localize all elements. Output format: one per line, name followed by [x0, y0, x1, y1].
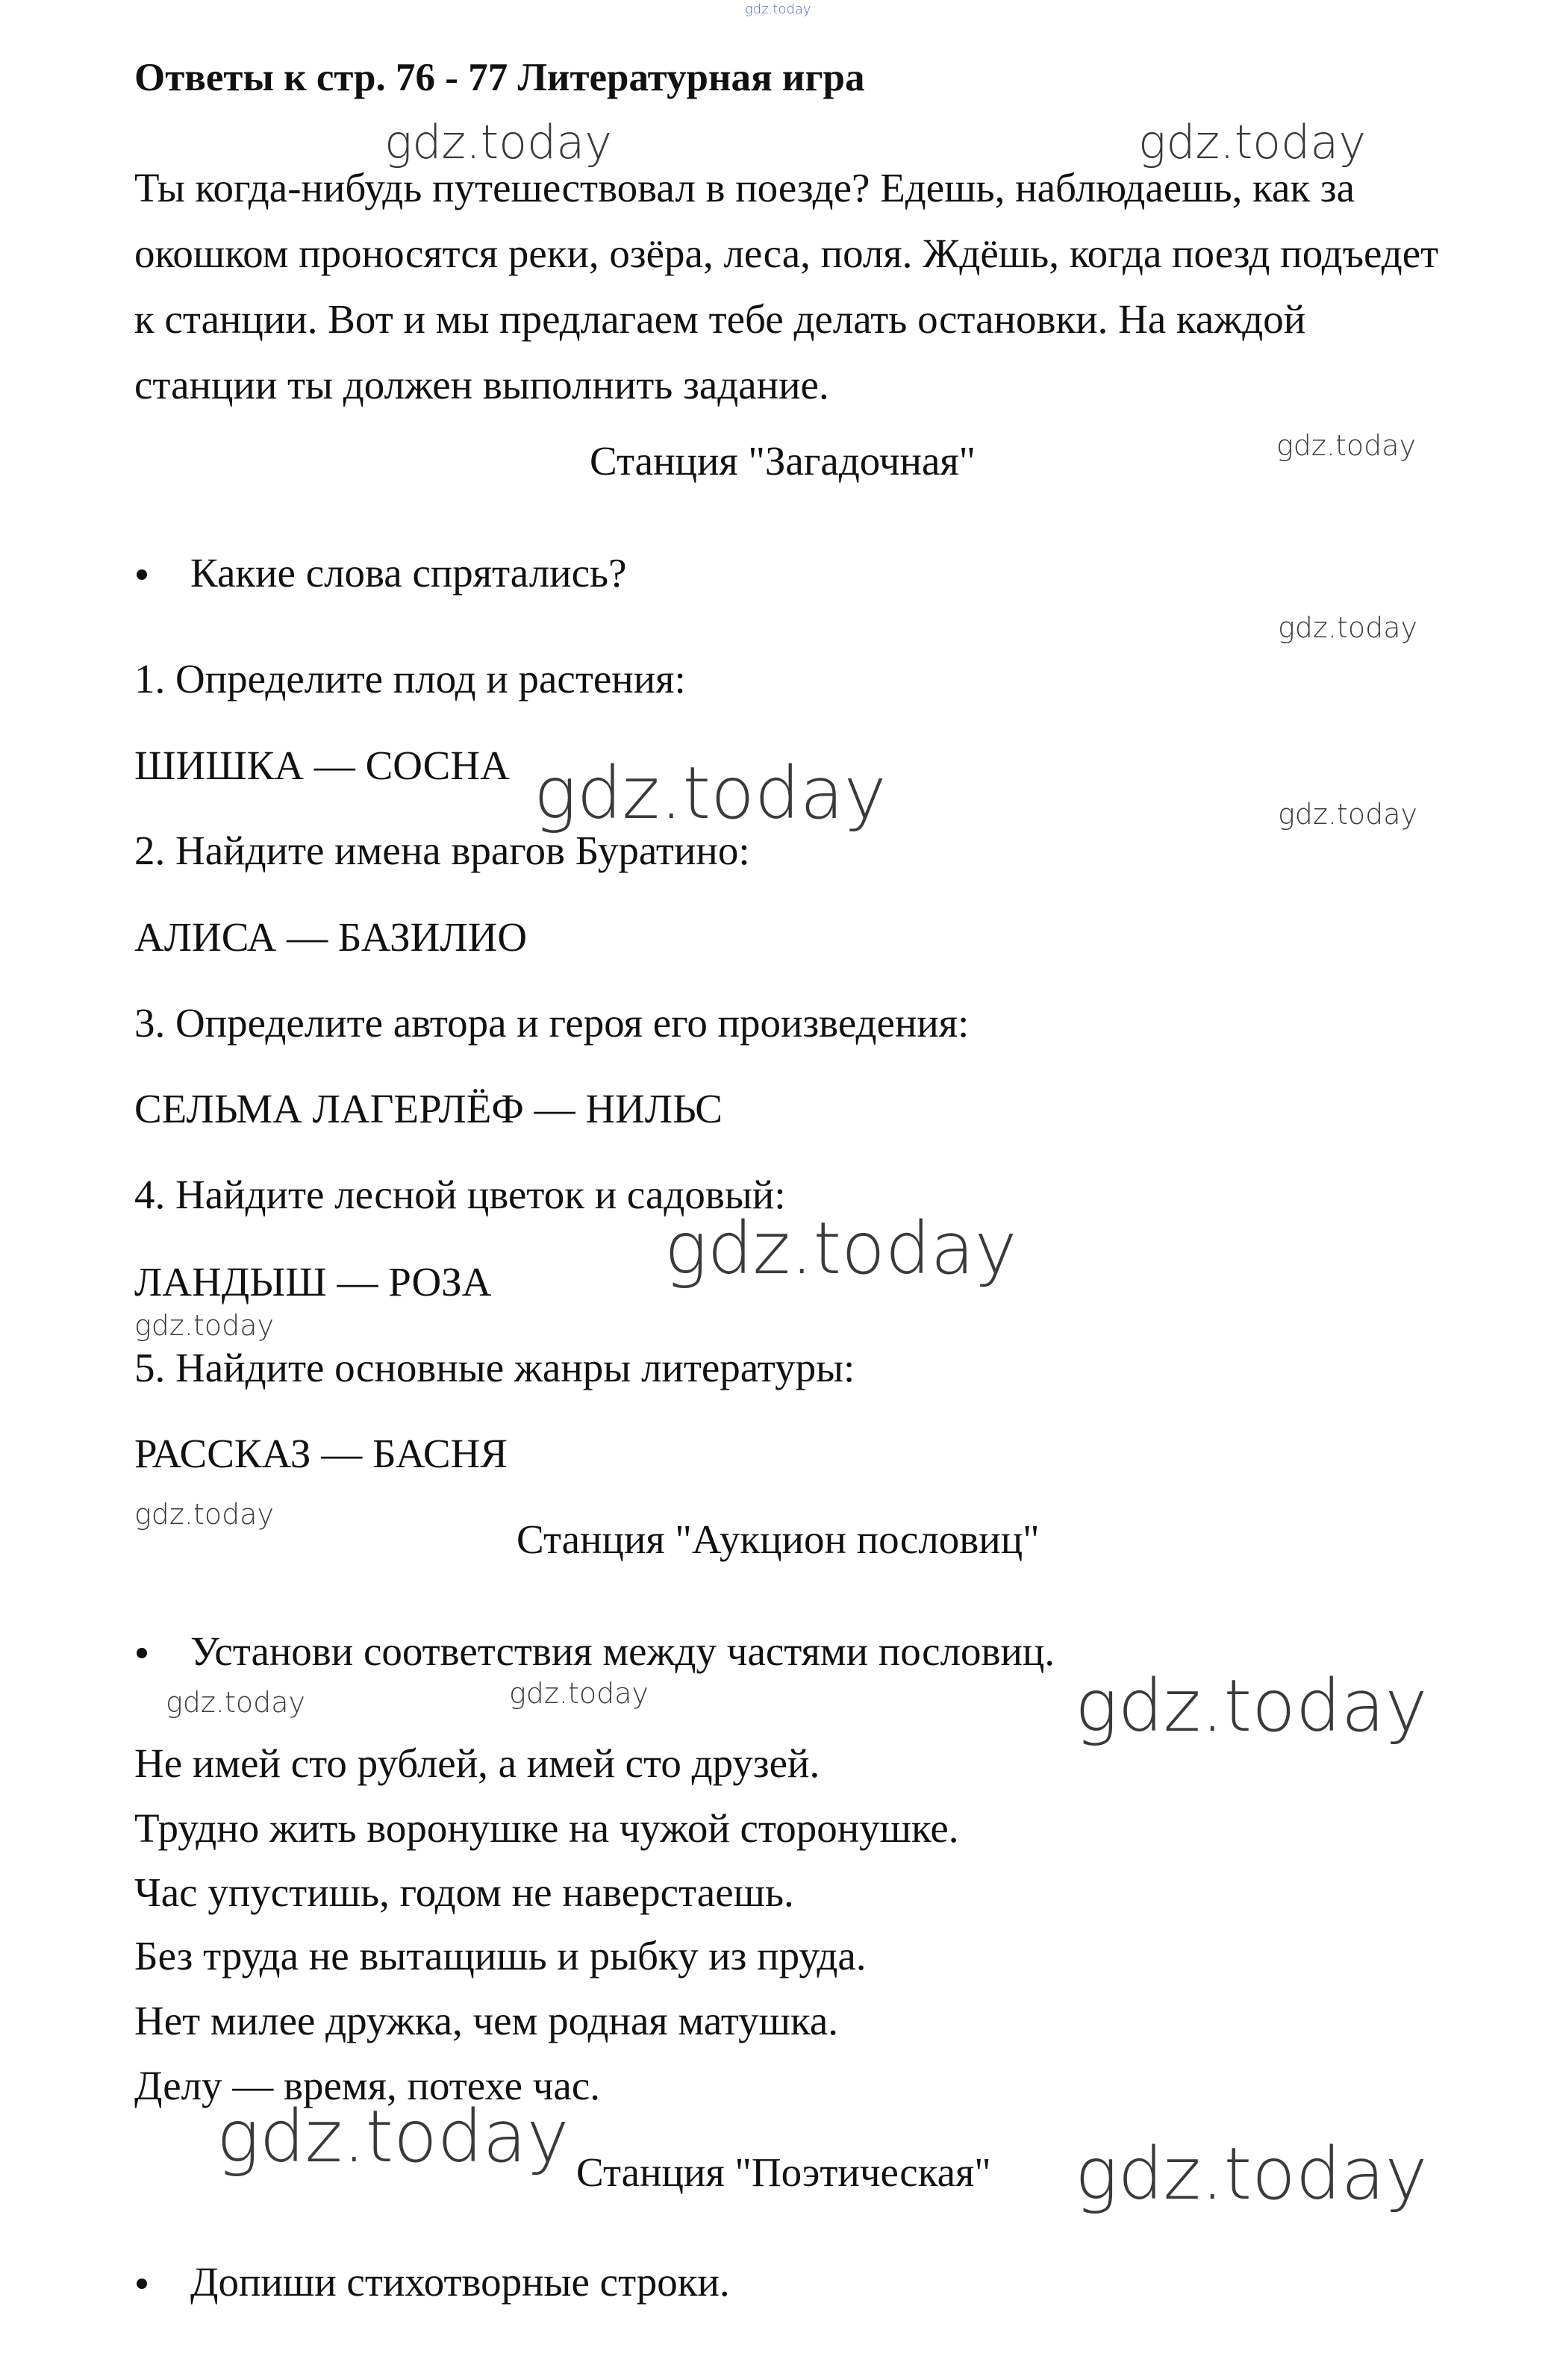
question-1: 1. Определите плод и растения:: [134, 656, 686, 702]
bullet-dot: [137, 569, 147, 580]
watermark: gdz.today: [384, 115, 613, 169]
watermark: gdz.today: [1278, 798, 1417, 831]
watermark: gdz.today: [534, 752, 887, 835]
question-5: 5. Найдите основные жанры литературы:: [134, 1345, 855, 1390]
watermark: gdz.today: [134, 1498, 274, 1531]
bullet-dot: [137, 2279, 147, 2289]
watermark: gdz.today: [1276, 429, 1416, 462]
station-title-zagadochnaya: Станция "Загадочная": [590, 438, 976, 484]
question-2: 2. Найдите имена врагов Буратино:: [134, 828, 750, 873]
answer-2: АЛИСА — БАЗИЛИО: [134, 914, 528, 960]
bullet-text: Какие слова спрятались?: [190, 550, 627, 596]
watermark: gdz.today: [509, 1677, 649, 1710]
proverb-1: Не имей сто рублей, а имей сто друзей.: [134, 1740, 820, 1786]
watermark: gdz.today: [1075, 1664, 1428, 1748]
proverb-3: Час упустишь, годом не наверстаешь.: [134, 1870, 794, 1915]
bullet-dot: [137, 1648, 147, 1658]
answer-1: ШИШКА — СОСНА: [134, 743, 510, 788]
station-title-poetic: Станция "Поэтическая": [576, 2149, 991, 2195]
watermark: gdz.today: [166, 1686, 305, 1719]
answer-5: РАССКАЗ — БАСНЯ: [134, 1431, 508, 1476]
question-3: 3. Определите автора и героя его произведения:: [134, 1000, 970, 1046]
watermark-header: gdz.today: [745, 1, 811, 17]
watermark: gdz.today: [1138, 115, 1367, 169]
watermark: gdz.today: [216, 2095, 570, 2178]
station-title-auction: Станция "Аукцион пословиц": [517, 1517, 1040, 1562]
watermark: gdz.today: [1075, 2132, 1428, 2216]
question-4: 4. Найдите лесной цветок и садовый:: [134, 1172, 786, 1217]
page-title: Ответы к стр. 76 - 77 Литературная игра: [134, 56, 865, 99]
watermark: gdz.today: [134, 1309, 274, 1342]
proverb-4: Без труда не вытащишь и рыбку из пруда.: [134, 1933, 867, 1978]
proverb-6: Делу — время, потехе час.: [134, 2063, 600, 2108]
watermark: gdz.today: [664, 1207, 1017, 1290]
answer-4: ЛАНДЫШ — РОЗА: [134, 1259, 492, 1305]
proverb-2: Трудно жить воронушке на чужой сторонушке.: [134, 1805, 959, 1851]
bullet-text: Допиши стихотворные строки.: [190, 2259, 730, 2305]
intro-paragraph: Ты когда-нибудь путешествовал в поезде? Едешь, наблюдаешь, как за окошком проносятся реки, озёра, леса, поля. Ждёшь, когда поезд подъедет к станции. Вот и мы предлагаем тебе делать остановки. На каждой станции ты должен выполнить задание.: [134, 165, 1439, 407]
proverb-5: Нет милее дружка, чем родная матушка.: [134, 1998, 839, 2043]
watermark: gdz.today: [1278, 611, 1417, 644]
bullet-text: Установи соответствия между частями пословиц.: [190, 1628, 1055, 1674]
answer-3: СЕЛЬМА ЛАГЕРЛЁФ — НИЛЬС: [134, 1086, 723, 1131]
